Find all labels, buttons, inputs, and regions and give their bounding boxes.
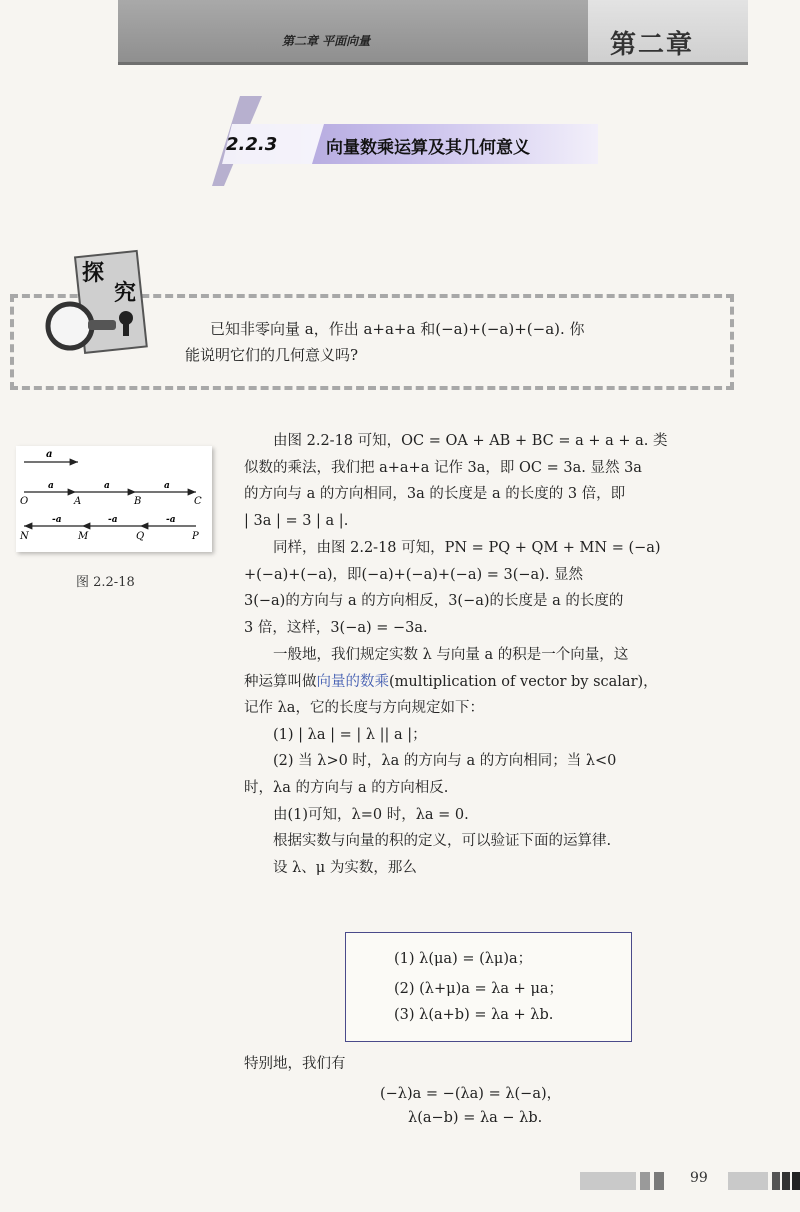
fig-row1-vec-3: a — [164, 481, 170, 491]
explore-badge-2: 究 — [114, 280, 137, 306]
p4: 由(1)可知，λ=0 时，λa = 0. — [273, 806, 469, 823]
page-number: 99 — [690, 1170, 708, 1186]
operation-laws-box — [345, 932, 632, 1042]
law-3: (3) λ(a+b) = λa + λb. — [394, 1007, 554, 1023]
p3-line-2-post: (multiplication of vector by scalar)， — [389, 673, 658, 690]
p3-line-1: 一般地，我们规定实数 λ 与向量 a 的积是一个向量，这 — [273, 647, 629, 663]
p3-line-2 — [244, 669, 736, 696]
figure-2-2-18 — [16, 446, 212, 552]
term-scalar-multiplication: 向量的数乘 — [316, 673, 389, 690]
paragraph-3 — [244, 642, 736, 881]
law-2: (2) (λ+μ)a = λa + μa； — [394, 981, 564, 997]
section-title: 向量数乘运算及其几何意义 — [326, 138, 530, 158]
fig-top-label: a — [46, 449, 53, 460]
p1-line-2: 似数的乘法，我们把 a+a+a 记作 3a，即 OC = 3a. 显然 3a — [244, 459, 642, 476]
p1-line-4: | 3a | = 3 | a |. — [244, 512, 349, 529]
p6: 设 λ、μ 为实数，那么 — [273, 859, 417, 876]
header-section-title: 第二章 平面向量 — [282, 34, 371, 48]
fig-point-Q: Q — [136, 531, 145, 542]
p5: 根据实数与向量的积的定义，可以验证下面的运算律. — [273, 833, 612, 850]
p2-line-4: 3 倍，这样，3(−a) = −3a. — [244, 619, 428, 636]
fig-row2-vec-3: -a — [166, 515, 176, 525]
fig-point-O: O — [20, 496, 29, 507]
fig-row2-vec-2: -a — [108, 515, 118, 525]
explore-line-2: 能说明它们的几何意义吗? — [185, 346, 359, 364]
figure-caption: 图 2.2-18 — [76, 575, 135, 590]
p2-line-1: 同样，由图 2.2-18 可知，PN = PQ + QM + MN = (−a) — [273, 540, 661, 556]
vector-diagram — [16, 446, 212, 552]
section-number: 2.2.3 — [226, 134, 278, 155]
fig-point-P: P — [192, 531, 199, 542]
p3-line-2-pre: 种运算叫做 — [244, 673, 317, 690]
law-1: (1) λ(μa) = (λμ)a； — [394, 951, 533, 967]
rule-2b: 时，λa 的方向与 a 的方向相反. — [244, 779, 449, 796]
rule-2a: (2) 当 λ>0 时，λa 的方向与 a 的方向相同；当 λ<0 — [273, 753, 617, 770]
fig-point-A: A — [74, 496, 82, 507]
fig-row1-vec-1: a — [48, 481, 54, 491]
header-chapter-title: 第二章 — [610, 30, 695, 60]
p3-line-3: 记作 λa，它的长度与方向规定如下： — [244, 700, 484, 717]
explore-line-1: 已知非零向量 a，作出 a+a+a 和(−a)+(−a)+(−a). 你 — [210, 320, 585, 338]
paragraph-2 — [244, 535, 736, 641]
special-label: 特别地，我们有 — [244, 1056, 346, 1072]
fig-row1-vec-2: a — [104, 481, 110, 491]
fig-point-B: B — [134, 496, 142, 507]
explore-badge-1: 探 — [82, 260, 105, 286]
fig-point-N: N — [20, 531, 29, 542]
p2-line-2: +(−a)+(−a)，即(−a)+(−a)+(−a) = 3(−a). 显然 — [244, 566, 584, 583]
formula-2: λ(a−b) = λa − λb. — [408, 1110, 543, 1126]
fig-point-C: C — [194, 496, 202, 507]
formula-1: (−λ)a = −(λa) = λ(−a)， — [380, 1086, 562, 1102]
paragraph-1 — [244, 428, 736, 534]
magnifier-key-icon — [40, 248, 152, 358]
p2-line-3: 3(−a)的方向与 a 的方向相反，3(−a)的长度是 a 的长度的 — [244, 593, 624, 610]
p1-line-3: 的方向与 a 的方向相同，3a 的长度是 a 的长度的 3 倍，即 — [244, 486, 626, 503]
p1-line-1: 由图 2.2-18 可知，OC = OA + AB + BC = a + a + a. 类 — [273, 433, 668, 449]
explore-text — [185, 316, 720, 368]
fig-point-M: M — [78, 531, 89, 542]
fig-row2-vec-1: -a — [52, 515, 62, 525]
rule-1: (1) | λa | = | λ || a |； — [273, 726, 427, 743]
